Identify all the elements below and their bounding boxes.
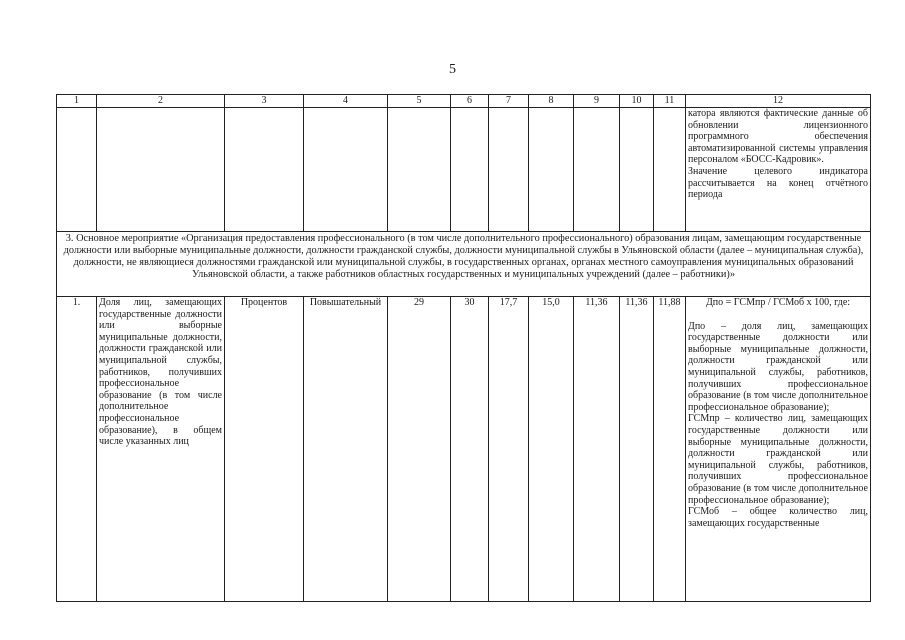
column-number: 7	[489, 95, 529, 108]
table-cell	[451, 108, 489, 232]
table-cell	[489, 108, 529, 232]
column-number: 12	[686, 95, 871, 108]
table-cell	[529, 108, 574, 232]
column-number-row	[57, 95, 871, 108]
indicator-name: Доля лиц, замещающих государственные должности или выборные муниципальные должности, должности гражданской или муниципальной службы, работников, получивших профессиональное образование (в том числе дополнительное профессиональное образование), в общем числе указанных лиц	[97, 297, 225, 602]
indicator-value: 11,88	[654, 297, 686, 602]
column-number: 4	[304, 95, 388, 108]
table-cell	[57, 108, 97, 232]
column-number: 6	[451, 95, 489, 108]
unit-of-measure: Процентов	[225, 297, 304, 602]
table-cell	[388, 108, 451, 232]
indicator-value: 11,36	[620, 297, 654, 602]
table-cell	[97, 108, 225, 232]
table-cell	[225, 108, 304, 232]
calculation-method-cell	[686, 297, 871, 602]
table-cell	[574, 108, 620, 232]
table-cell	[620, 108, 654, 232]
column-number: 2	[97, 95, 225, 108]
column-number: 8	[529, 95, 574, 108]
row-number: 1.	[57, 297, 97, 602]
indicator-value: 17,7	[489, 297, 529, 602]
table-cell	[654, 108, 686, 232]
indicator-value: 11,36	[574, 297, 620, 602]
indicator-value: 30	[451, 297, 489, 602]
calculation-method-cell	[686, 108, 871, 232]
definition: Дпо – доля лиц, замещающих государственные должности или выборные муниципальные должности, должности гражданской или муниципальной службы, работников, получивших профессиональное образование (в том числе дополнительное профессиональное образование);	[688, 320, 868, 413]
column-number: 5	[388, 95, 451, 108]
indicator-value: 15,0	[529, 297, 574, 602]
definition: ГСМпр – количество лиц, замещающих государственные должности или выборные муниципальные должности, должности гражданской или муниципальной службы, работников, получивших профессиональное образование (в том числе дополнительное профессиональное образование);	[688, 413, 868, 506]
calculation-text: Значение целевого индикатора рассчитывается на конец отчётного периода	[688, 165, 868, 201]
column-number: 9	[574, 95, 620, 108]
column-number: 3	[225, 95, 304, 108]
calculation-text: катора являются фактические данные об обновлении лицензионного программного обеспечения автоматизированной системы управления персоналом «БОСС-Кадровик».	[688, 108, 868, 166]
section-title: 3. Основное мероприятие «Организация предоставления профессионального (в том числе дополнительного профессионального) образования лицам, замещающим государственные должности или выборные муниципальные должности, должности гражданской службы, должности муниципальной службы в Ульяновской области (далее – муниципальная служба), должности, не являющиеся должностями гражданской или муниципальной службы, в государственных органах, органах местного самоуправления муниципальных образований Ульяновской области, а также работников областных государственных и муниципальных учреждений (далее – работники)»	[57, 232, 871, 297]
page-number: 5	[449, 62, 456, 77]
indicators-table	[56, 94, 871, 602]
indicator-direction: Повышательный	[304, 297, 388, 602]
table-cell	[304, 108, 388, 232]
continuation-row	[57, 108, 871, 232]
column-number: 10	[620, 95, 654, 108]
definition: ГСМоб – общее количество лиц, замещающих государственные	[688, 506, 868, 529]
table-row	[57, 297, 871, 602]
column-number: 1	[57, 95, 97, 108]
section-header-row	[57, 232, 871, 297]
indicator-value: 29	[388, 297, 451, 602]
spacer	[688, 309, 868, 321]
column-number: 11	[654, 95, 686, 108]
formula: Дпо = ГСМпр / ГСМоб х 100, где:	[705, 297, 851, 308]
